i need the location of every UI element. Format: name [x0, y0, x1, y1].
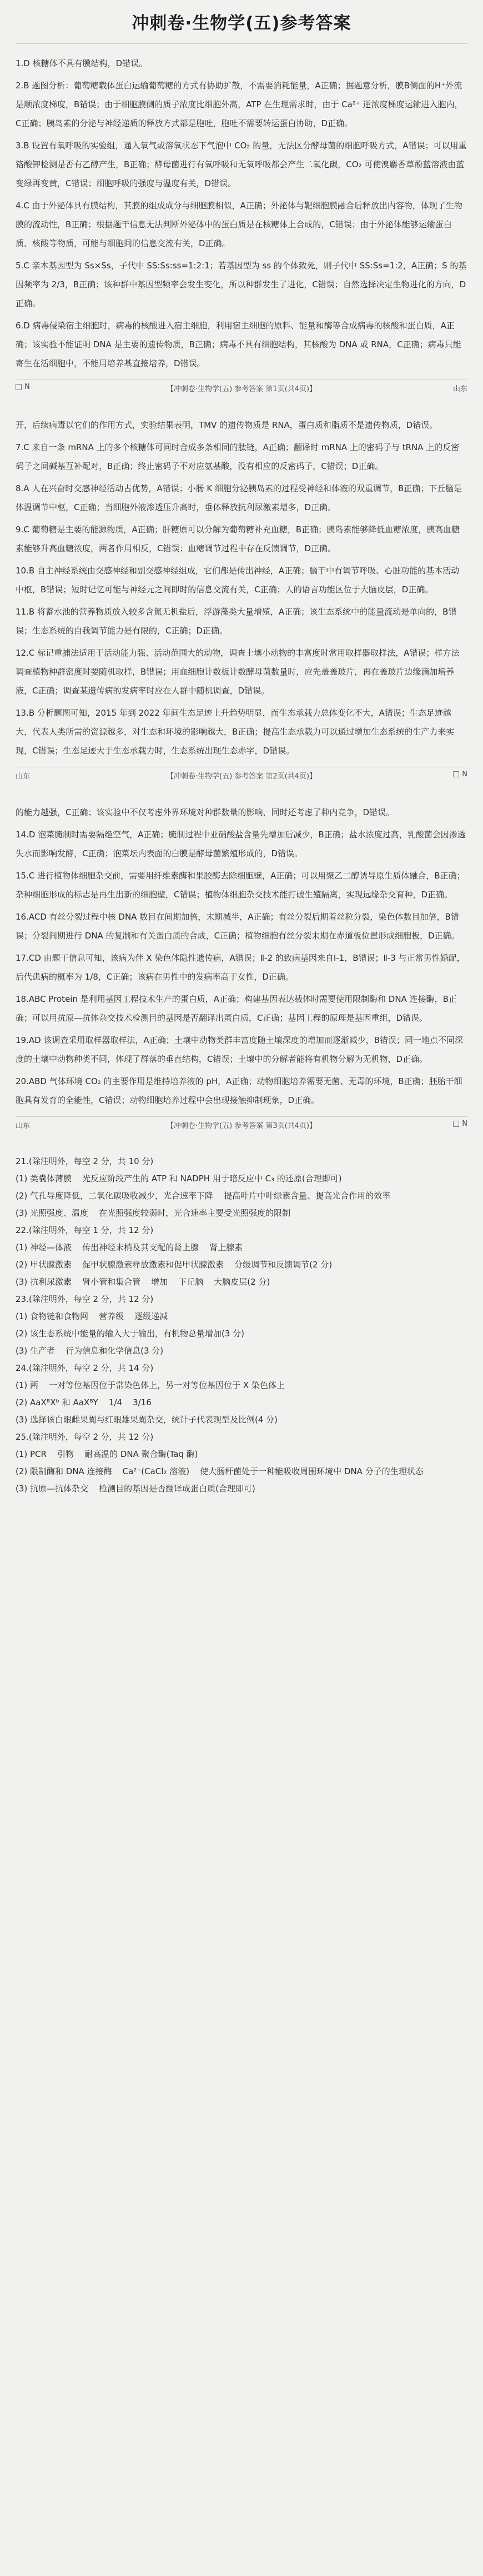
page-2-item-6: 11.B 将蓄水池的营养物质放入较多含氮无机盐后，浮游藻类大量增殖，A正确；该生态系统中的能量流动是单向的，B错误；生态系统的自我调节能力是有限的，C正确；D正确。 [16, 607, 457, 636]
page-2-footer-right: N [453, 770, 467, 778]
page-3-footer-right: N [453, 1120, 467, 1128]
page-1 [16, 54, 467, 396]
page-2-item-3: 8.A 人在兴奋时交感神经活动占优势，A错误；小肠 K 细胞分泌胰岛素的过程受神经和体液的双重调节，B正确；下丘脑是体温调节中枢，C正确；当细胞外液渗透压升高时，垂体释放抗利尿激素增多，D正确。 [16, 483, 462, 512]
page-3-item-3: 15.C 进行植物体细胞杂交前，需要用纤维素酶和果胶酶去除细胞壁，A正确；可以用聚乙二醇诱导原生质体融合，B正确；杂种细胞形成的标志是再生出新的细胞壁，C错误；植物体细胞杂交技术能打破生殖隔离，实现远缘杂交育种，D正确。 [16, 871, 465, 900]
document-title: 冲刺卷·生物学(五)参考答案 [132, 13, 351, 33]
page-1-footer-left: N [16, 383, 30, 391]
page-1-footer-right: 山东 [452, 385, 467, 393]
page-3-item-5: 17.CD 由题干信息可知，该病为伴 X 染色体隐性遗传病，A错误；Ⅱ-2 的致病基因来自Ⅰ-1，B错误；Ⅱ-3 与正常男性婚配，后代患病的概率为 1/8，C正确；该病在男性中的发病率高于女性，D正确。 [16, 953, 465, 982]
page-4-item-8: (3) 抗利尿激素 肾小管和集合管 增加 下丘脑 大脑皮层(2 分) [16, 1277, 270, 1287]
page-marker-icon [453, 771, 459, 777]
page-marker-icon [453, 1121, 459, 1127]
page-4-item-15: (2) AaXᴮXᵇ 和 AaXᴮY 1/4 3/16 [16, 1397, 152, 1407]
page-1-footer [16, 380, 467, 396]
page-4-item-19: (2) 限制酶和 DNA 连接酶 Ca²⁺(CaCl₂ 溶液) 使大肠杆菌处于一种能吸收周围环境中 DNA 分子的生理状态 [16, 1466, 424, 1476]
page-1-item-3: 3.B 设置有氧呼吸的实验组，通入氧气或溶氧状态下气泡中 CO₂ 的量，无法区分酵母菌的细胞呼吸方式，A错误；可以用重铬酸钾检测是否有乙醇产生，B正确；酵母菌进行有氧呼吸和无氧呼吸都会产生二氧化碳，CO₂ 可使溴麝香草酚蓝溶液由蓝变绿再变黄，C错误；细胞呼吸的强度与温度有关，D错误。 [16, 141, 467, 188]
page-4-item-11: (2) 该生态系统中能量的输入大于输出，有机物总量增加(3 分) [16, 1329, 245, 1339]
page-3-item-6: 18.ABC Protein 是利用基因工程技术生产的蛋白质，A正确；构建基因表达载体时需要使用限制酶和 DNA 连接酶，B正确；可以用抗原—抗体杂交技术检测目的基因是否翻译出蛋白质，C正确；基因工程的原理是基因重组，D错误。 [16, 994, 457, 1023]
page-3-item-2: 14.D 泡菜腌制时需要隔绝空气，A正确；腌制过程中亚硝酸盐含量先增加后减少，B正确；盐水浓度过高，乳酸菌会因渗透失水而影响发酵，C正确；泡菜坛内表面的白膜是酵母菌繁殖形成的，D错误。 [16, 830, 466, 858]
page-3 [16, 803, 467, 1132]
page-4-item-10: (1) 食物链和食物网 营养级 逐级递减 [16, 1311, 168, 1321]
page-4 [16, 1154, 467, 1497]
page-1-item-1: 1.D 核糖体不具有膜结构，D错误。 [16, 58, 148, 68]
document-header [16, 0, 467, 44]
page-2-item-8: 13.B 分析题图可知，2015 年到 2022 年间生态足迹上升趋势明显，而生态承载力总体变化不大，A错误；生态足迹越大，代表人类所需的资源越多，对生态和环境的影响越大，B正确；提高生态承载力可以通过增加生态系统的生产力来实现，C错误；生态足迹大于生态承载力时，生态系统出现生态赤字，D错误。 [16, 708, 455, 756]
page-1-item-5: 5.C 亲本基因型为 Ss×Ss，子代中 SS:Ss:ss=1:2:1；若基因型为 ss 的个体致死，则子代中 SS:Ss=1:2，A正确；S 的基因频率为 2/3，B正确；该种群中基因型频率会发生变化，所以种群发生了进化，C错误；自然选择决定生物进化的方向，D正确。 [16, 261, 467, 308]
page-3-footer-left: 山东 [16, 1122, 31, 1130]
page-1-item-4: 4.C 由于外泌体具有膜结构，其膜的组成成分与细胞膜相似，A正确；外泌体与靶细胞膜融合后释放出内容物，体现了生物膜的流动性，B正确；根据题干信息无法判断外泌体中的蛋白质是在核糖体上合成的，C错误；由于外泌体能够运输蛋白质、核酸等物质，可能与细胞间的信息交流有关，D正确。 [16, 201, 462, 248]
page-4-item-1: 21.(除注明外，每空 2 分，共 10 分) [16, 1156, 154, 1166]
page-gap [16, 1137, 467, 1152]
page-4-item-2: (1) 类囊体薄膜 光反应阶段产生的 ATP 和 NADPH 用于暗反应中 C₃ 的还原(合理即可) [16, 1174, 342, 1184]
page-marker-icon [16, 384, 22, 390]
page-2-item-7: 12.C 标记重捕法适用于活动能力强、活动范围大的动物，调查土壤小动物的丰富度时常用取样器取样法，A错误；样方法调查植物种群密度时要随机取样，B错误；用血细胞计数板计数酵母菌数量时，应先盖盖玻片，再在盖玻片边缘滴加培养液，C正确；调查某遗传病的发病率时应在人群中随机调查，D错误。 [16, 648, 460, 696]
page-3-item-1: 的能力越强，C正确；该实验中不仅考虑外界环境对种群数量的影响，同时还考虑了种内竞争，D错误。 [16, 807, 395, 817]
page-3-footer-center: 【冲刺卷·生物学(五) 参考答案 第3页(共4页)】 [166, 1122, 317, 1130]
page-2-item-5: 10.B 自主神经系统由交感神经和副交感神经组成，它们都是传出神经，A正确；脑干中有调节呼吸、心脏功能的基本活动中枢，B错误；短时记忆可能与神经元之间即时的信息交流有关，C正确；人的语言功能区位于大脑皮层，D正确。 [16, 566, 460, 595]
page-2-footer-center: 【冲刺卷·生物学(五) 参考答案 第2页(共4页)】 [166, 772, 317, 781]
page-1-item-2: 2.B 题图分析：葡萄糖载体蛋白运输葡萄糖的方式有协助扩散，不需要消耗能量，A正确；据题意分析，膜B侧面的H⁺外流是顺浓度梯度，B错误；由于细胞膜侧的质子浓度比细胞外高，ATP 在生理需求时，由于 Ca²⁺ 逆浓度梯度运输进入胞内，C正确；胰岛素的分泌与神经递质的释放方式都是胞吐，胞吐不需要转运蛋白协助，D正确。 [16, 81, 463, 128]
page-gap [16, 400, 467, 416]
page-4-item-7: (2) 甲状腺激素 促甲状腺激素释放激素和促甲状腺激素 分级调节和反馈调节(2 分) [16, 1260, 333, 1270]
page-2-item-2: 7.C 来自一条 mRNA 上的多个核糖体可同时合成多条相同的肽链，A正确；翻译时 mRNA 上的密码子与 tRNA 上的反密码子之间碱基互补配对，B正确；终止密码子不对应氨基酸，没有相应的反密码子，C错误；D正确。 [16, 442, 460, 471]
page-4-item-12: (3) 生产者 行为信息和化学信息(3 分) [16, 1346, 164, 1356]
page-4-item-6: (1) 神经—体液 传出神经末梢及其支配的肾上腺 肾上腺素 [16, 1242, 243, 1252]
page-4-item-18: (1) PCR 引物 耐高温的 DNA 聚合酶(Taq 酶) [16, 1449, 198, 1459]
page-4-item-20: (3) 抗原—抗体杂交 检测目的基因是否翻译成蛋白质(合理即可) [16, 1484, 255, 1494]
page-1-item-6: 6.D 病毒侵染宿主细胞时，病毒的核酸进入宿主细胞，利用宿主细胞的原料、能量和酶等合成病毒的核酸和蛋白质，A正确；该实验不能证明 DNA 是主要的遗传物质，B正确；病毒不具有细胞结构，其核酸为 DNA 或 RNA，C正确；病毒只能寄生在活细胞中，不能用培养基直接培养，D错误。 [16, 321, 461, 368]
page-4-item-9: 23.(除注明外，每空 2 分，共 12 分) [16, 1294, 154, 1304]
page-3-item-7: 19.AD 该调查采用取样器取样法，A正确；土壤中动物类群丰富度随土壤深度的增加而逐渐减少，B错误；同一地点不同深度的土壤中动物种类不同，体现了群落的垂直结构，C错误；土壤中的分解者能将有机物分解为无机物，D正确。 [16, 1035, 463, 1064]
page-4-item-3: (2) 气孔导度降低，二氧化碳吸收减少，光合速率下降 提高叶片中叶绿素含量、提高光合作用的效率 [16, 1191, 391, 1201]
page-4-item-4: (3) 光照强度、温度 在光照强度较弱时，光合速率主要受光照强度的限制 [16, 1208, 291, 1218]
page-3-item-4: 16.ACD 有丝分裂过程中核 DNA 数目在间期加倍，末期减半，A正确；有丝分裂后期着丝粒分裂，染色体数目加倍，B错误；分裂间期进行 DNA 的复制和有关蛋白质的合成，C正确；植物细胞有丝分裂末期在赤道板位置形成细胞板，D正确。 [16, 912, 460, 941]
page-2-item-1: 开，后续病毒以它们的作用方式，实验结果表明，TMV 的遗传物质是 RNA，蛋白质和脂质不是遗传物质，D错误。 [16, 420, 438, 430]
page-2-footer [16, 767, 467, 783]
page-4-item-14: (1) 两 一对等位基因位于常染色体上，另一对等位基因位于 X 染色体上 [16, 1380, 285, 1390]
page-gap [16, 787, 467, 803]
page-2 [16, 416, 467, 783]
page-1-footer-center: 【冲刺卷·生物学(五) 参考答案 第1页(共4页)】 [166, 385, 317, 393]
page-2-footer-left: 山东 [16, 772, 31, 781]
page-3-item-8: 20.ABD 气体环境 CO₂ 的主要作用是维持培养液的 pH，A正确；动物细胞培养需要无菌、无毒的环境，B正确；胚胎干细胞具有发育的全能性，C错误；动物细胞培养过程中会出现接触抑制现象，D正确。 [16, 1076, 462, 1105]
page-4-item-16: (3) 选择该白眼雌果蝇与红眼雄果蝇杂交，统计子代表现型及比例(4 分) [16, 1415, 278, 1425]
page-4-item-5: 22.(除注明外，每空 1 分，共 12 分) [16, 1225, 154, 1235]
page-4-item-17: 25.(除注明外，每空 2 分，共 12 分) [16, 1432, 154, 1442]
page-4-item-13: 24.(除注明外，每空 2 分，共 14 分) [16, 1363, 154, 1373]
page-3-footer [16, 1116, 467, 1132]
page-2-item-4: 9.C 葡萄糖是主要的能源物质，A正确；肝糖原可以分解为葡萄糖补充血糖，B正确；胰岛素能够降低血糖浓度，胰高血糖素能够升高血糖浓度，两者作用相反，C错误；血糖调节过程中存在反馈调节，D正确。 [16, 525, 460, 553]
